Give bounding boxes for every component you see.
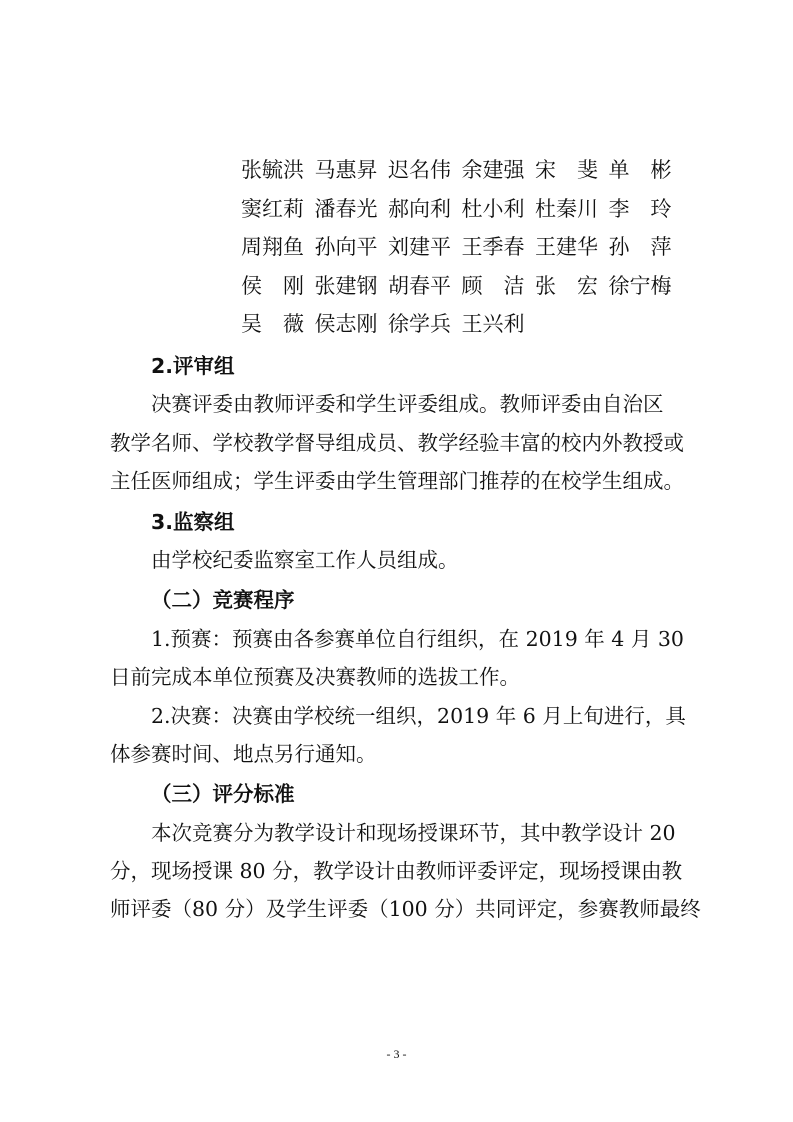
name-entry: 张 宏 [535,273,598,298]
name-entry: 王兴利 [461,312,525,337]
section-heading-scoring: （三）评分标准 [151,782,295,807]
name-entry: 余建强 [461,158,525,183]
name-entry: 侯志刚 [314,312,378,337]
name-entry: 李 玲 [608,196,672,221]
name-entry: 徐宁梅 [608,273,672,298]
paragraph-line: 分，现场授课 80 分，教学设计由教师评委评定，现场授课由教 [110,859,683,884]
names-row [241,227,691,266]
paragraph-line: 教学名师、学校教学督导组成员、教学经验丰富的校内外教授或 [110,430,684,455]
name-entry: 吴 薇 [241,312,304,337]
section-heading-supervision-panel: 3.监察组 [151,509,235,534]
paragraph-line: 2.决赛：决赛由学校统一组织，2019 年 6 月上旬进行，具 [151,703,686,728]
name-entry: 胡春平 [388,273,451,298]
paragraph-line: 由学校纪委监察室工作人员组成。 [151,547,459,572]
paragraph-line: 主任医师组成；学生评委由学生管理部门推荐的在校学生组成。 [110,469,684,494]
document-body [110,345,701,929]
name-entry: 孙 萍 [608,235,672,260]
name-entry: 周翔鱼 [241,235,304,260]
name-entry: 孙向平 [314,235,378,260]
name-entry: 迟名伟 [388,158,451,183]
name-entry: 张建钢 [314,273,378,298]
name-entry: 徐学兵 [388,312,451,337]
paragraph-line: 体参赛时间、地点另行通知。 [110,741,377,766]
name-entry: 张毓洪 [241,158,304,183]
name-entry: 杜小利 [461,196,525,221]
paragraph-line: 决赛评委由教师评委和学生评委组成。教师评委由自治区 [151,392,664,417]
name-entry: 潘春光 [314,196,378,221]
page-number: - 3 - [386,1047,407,1061]
section-heading-procedure: （二）竞赛程序 [151,588,295,613]
names-row [241,304,691,343]
paragraph-line: 本次竞赛分为教学设计和现场授课环节，其中教学设计 20 [151,820,676,845]
names-row [241,266,691,305]
section-heading-review-panel: 2.评审组 [151,354,235,378]
names-list [241,150,691,343]
name-entry: 刘建平 [388,235,451,260]
name-entry: 单 彬 [608,158,672,183]
name-entry: 窦红莉 [241,196,304,221]
paragraph-line: 1.预赛：预赛由各参赛单位自行组织，在 2019 年 4 月 30 [151,626,684,651]
name-entry: 王建华 [535,235,598,260]
names-row [241,189,691,228]
name-entry: 王季春 [461,235,525,260]
name-entry: 马惠昇 [314,158,378,183]
name-entry: 侯 刚 [241,273,304,298]
names-row [241,150,691,189]
name-entry: 顾 洁 [461,273,525,298]
paragraph-line: 师评委（80 分）及学生评委（100 分）共同评定，参赛教师最终 [110,897,701,922]
name-entry: 郝向利 [388,196,451,221]
name-entry: 宋 斐 [535,158,598,183]
paragraph-line: 日前完成本单位预赛及决赛教师的选拔工作。 [110,665,520,690]
name-entry: 杜秦川 [535,196,598,221]
